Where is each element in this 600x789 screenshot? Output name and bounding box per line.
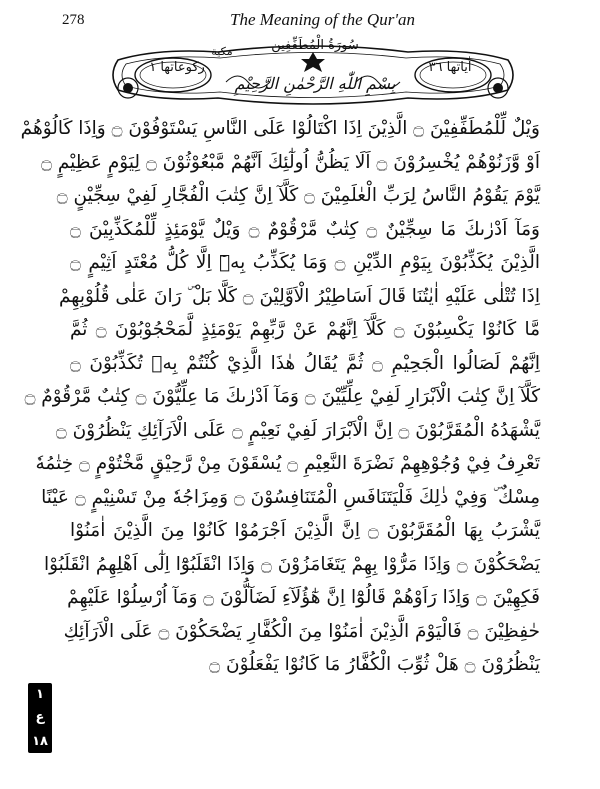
- verse-line: مَّا كَانُوْا يَكْسِبُوْنَ ۝ كَلَّآ اِنَّهُمْ عَنْ رَّبِّهِمْ يَوْمَئِذٍ لَّمَحْجُوْبُوْنَ ۝ ثُمَّ: [70, 319, 541, 340]
- running-title: The Meaning of the Qur'an: [230, 10, 415, 29]
- ruku-margin-marker: [28, 683, 52, 753]
- verse-line: وَمَآ اَدْرٰىكَ مَا سِجِّيْنٌ ۝ كِتٰبٌ مَّرْقُوْمٌ ۝ وَيْلٌ يَّوْمَئِذٍ لِّلْمُكَذِّبِيْنَ ۝: [70, 218, 540, 240]
- verse-line: تَعْرِفُ فِيْ وُجُوْهِهِمْ نَضْرَةَ النَّعِيْمِ ۝ يُسْقَوْنَ مِنْ رَّحِيْقٍ مَّخْتُوْمٍ ۝ خِتٰمُهٗ: [35, 453, 540, 474]
- verse-line: يَّشْهَدُهُ الْمُقَرَّبُوْنَ ۝ اِنَّ الْاَبْرَارَ لَفِيْ نَعِيْمٍ ۝ عَلَى الْاَرَآئِكِ يَنْظُرُوْنَ ۝: [55, 419, 540, 441]
- surah-name: سُورَةُ الْمُطَفِّفِين: [271, 38, 359, 53]
- verse-line: اِذَا تُتْلٰى عَلَيْهِ اٰيٰتُنَا قَالَ اَسَاطِيْرُ الْاَوَّلِيْنَ ۝ كَلَّا بَلْ ۜ رَانَ عَلٰى قُلُوْبِهِمْ: [59, 285, 540, 307]
- verse-line: الَّذِيْنَ يُكَذِّبُوْنَ بِيَوْمِ الدِّيْنِ ۝ وَمَا يُكَذِّبُ بِهٖٓ اِلَّا كُلُّ مُعْتَدٍ اَثِيْمٍ ۝: [70, 252, 540, 273]
- verse-line: اَوْ وَّزَنُوْهُمْ يُخْسِرُوْنَ ۝ اَلَا يَظُنُّ اُولٰٓئِكَ اَنَّهُمْ مَّبْعُوْثُوْنَ ۝ لِيَوْمٍ عَظِيْمٍ ۝: [41, 151, 540, 173]
- basmala: بِسْمِ اللّٰهِ الرَّحْمٰنِ الرَّحِيْمِ: [234, 74, 396, 93]
- marker-middle: ع: [35, 710, 45, 726]
- verse-line: وَيْلٌ لِّلْمُطَفِّفِيْنَ ۝ الَّذِيْنَ اِذَا اكْتَالُوْا عَلَى النَّاسِ يَسْتَوْفُوْنَ ۝ وَاِذَا كَالُوْهُمْ: [20, 118, 540, 139]
- page-number: 278: [62, 12, 85, 28]
- verse-text-block: [20, 112, 541, 682]
- verse-line: يَضْحَكُوْنَ ۝ وَاِذَا مَرُّوْا بِهِمْ يَتَغَامَزُوْنَ ۝ وَاِذَا انْقَلَبُوْٓا اِلٰٓى اَهْلِهِمُ انْقَلَبُوْا: [43, 553, 540, 575]
- revelation-place: مكية: [211, 45, 233, 58]
- verse-line: اِنَّهُمْ لَصَالُوا الْجَحِيْمِ ۝ ثُمَّ يُقَالُ هٰذَا الَّذِيْ كُنْتُمْ بِهٖ تُكَذِّبُوْنَ ۝: [70, 352, 540, 374]
- verse-line: فَكِهِيْنَ ۝ وَاِذَا رَاَوْهُمْ قَالُوْٓا اِنَّ هٰٓؤُلَآءِ لَضَآلُّوْنَ ۝ وَمَآ اُرْسِلُوْا عَلَيْهِمْ: [67, 587, 540, 608]
- marker-bottom: ١٨: [32, 733, 48, 749]
- verse-line: يَّوْمَ يَقُوْمُ النَّاسُ لِرَبِّ الْعٰلَمِيْنَ ۝ كَلَّآ اِنَّ كِتٰبَ الْفُجَّارِ لَفِيْ سِجِّيْنٍ ۝: [56, 185, 540, 206]
- verse-count-cartouche: اٰياتها ٣٦: [428, 60, 472, 75]
- verse-line: مِسْكٌ ۜ وَفِيْ ذٰلِكَ فَلْيَتَنَافَسِ الْمُتَنَافِسُوْنَ ۝ وَمِزَاجُهٗ مِنْ تَسْنِيْمٍ ۝ عَيْنًا: [41, 486, 540, 508]
- verse-line: كَلَّآ اِنَّ كِتٰبَ الْاَبْرَارِ لَفِيْ عِلِّيِّيْنَ ۝ وَمَآ اَدْرٰىكَ مَا عِلِّيُّوْنَ ۝ كِتٰبٌ مَّرْقُوْمٌ ۝: [24, 386, 540, 407]
- verse-line: حٰفِظِيْنَ ۝ فَالْيَوْمَ الَّذِيْنَ اٰمَنُوْا مِنَ الْكُفَّارِ يَضْحَكُوْنَ ۝ عَلَى الْاَرَآئِكِ: [63, 620, 540, 642]
- verse-line: يَّشْرَبُ بِهَا الْمُقَرَّبُوْنَ ۝ اِنَّ الَّذِيْنَ اَجْرَمُوْا كَانُوْا مِنَ الَّذِيْنَ اٰمَنُوْا: [70, 520, 540, 541]
- marker-top: ١: [36, 687, 44, 703]
- ruku-count-cartouche: ركوعاتها ١: [149, 60, 205, 75]
- verse-line: يَنْظُرُوْنَ ۝ هَلْ ثُوِّبَ الْكُفَّارُ مَا كَانُوْا يَفْعَلُوْنَ ۝: [209, 654, 540, 675]
